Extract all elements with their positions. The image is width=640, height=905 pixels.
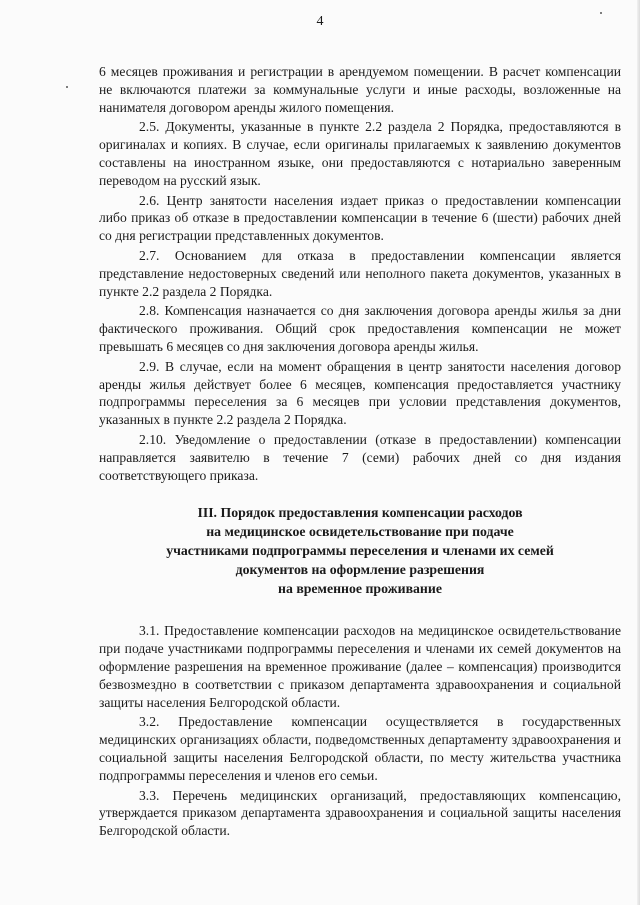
scan-speck (66, 86, 68, 88)
section-heading-line: III. Порядок предоставления компенсации расходов (197, 505, 523, 521)
section-heading-line: на временное проживание (278, 581, 442, 597)
scan-speck (600, 12, 602, 14)
paragraph-2-5: 2.5. Документы, указанные в пункте 2.2 раздела 2 Порядка, предоставляются в оригиналах и копиях. В случае, если оригиналы прилагаемых к заявлению документов составлены на иностранном языке, они предоставляются с нотариально заверенным переводом на русский язык. (99, 119, 621, 188)
paragraph-2-9: 2.9. В случае, если на момент обращения в центр занятости населения договор аренды жилья действует более 6 месяцев, компенсация предоставляется участнику подпрограммы переселения за 6 месяцев при условии представления документов, указанных в пункте 2.2 раздела 2 Порядка. (99, 358, 621, 428)
paragraph-2-8: 2.8. Компенсация назначается со дня заключения договора аренды жилья за дни фактического проживания. Общий срок предоставления компенсации не может превышать 6 месяцев со дня заключения договора аренды жилья. (99, 303, 621, 354)
paragraph-continuation: 6 месяцев проживания и регистрации в арендуемом помещении. В расчет компенсации не включаются платежи за коммунальные услуги и иные расходы, возложенные на нанимателя договором аренды жилого помещения. (99, 64, 621, 115)
paragraph-2-7: 2.7. Основанием для отказа в предоставлении компенсации является представление недостоверных сведений или неполного пакета документов, указанных в пункте 2.2 раздела 2 Порядка. (99, 247, 621, 299)
paragraph-2-6: 2.6. Центр занятости населения издает приказ о предоставлении компенсации либо приказ об отказе в предоставлении компенсации в течение 6 (шести) рабочих дней со дня регистрации представленных документов. (99, 192, 621, 244)
paragraph-3-3: 3.3. Перечень медицинских организаций, предоставляющих компенсацию, утверждается приказом департамента здравоохранения и социальной защиты населения Белгородской области. (99, 787, 621, 839)
paragraph-3-2: 3.2. Предоставление компенсации осуществляется в государственных медицинских организациях области, подведомственных департаменту здравоохранения и социальной защиты населения Белгородской области, по месту жительства участника подпрограммы переселения и членов его семьи. (99, 714, 621, 783)
paragraph-3-1: 3.1. Предоставление компенсации расходов на медицинское освидетельствование при подаче участниками подпрограммы переселения и членами их семей документов на оформление разрешения на временное проживание (далее – компенсация) производится безвозмездно в соответствии с приказом департамента здравоохранения и социальной защиты населения Белгородской области. (99, 623, 621, 710)
section-heading-line: документов на оформление разрешения (235, 562, 485, 578)
section-heading-line: участниками подпрограммы переселения и членами их семей (166, 543, 554, 559)
section-heading-line: на медицинское освидетельствование при подаче (206, 524, 514, 540)
document-body (99, 63, 621, 840)
page-number: 4 (316, 14, 324, 29)
paragraph-2-10: 2.10. Уведомление о предоставлении (отказе в предоставлении) компенсации направляется заявителю в течение 7 (семи) рабочих дней со дня издания соответствующего приказа. (99, 431, 621, 483)
section-heading (99, 503, 621, 598)
